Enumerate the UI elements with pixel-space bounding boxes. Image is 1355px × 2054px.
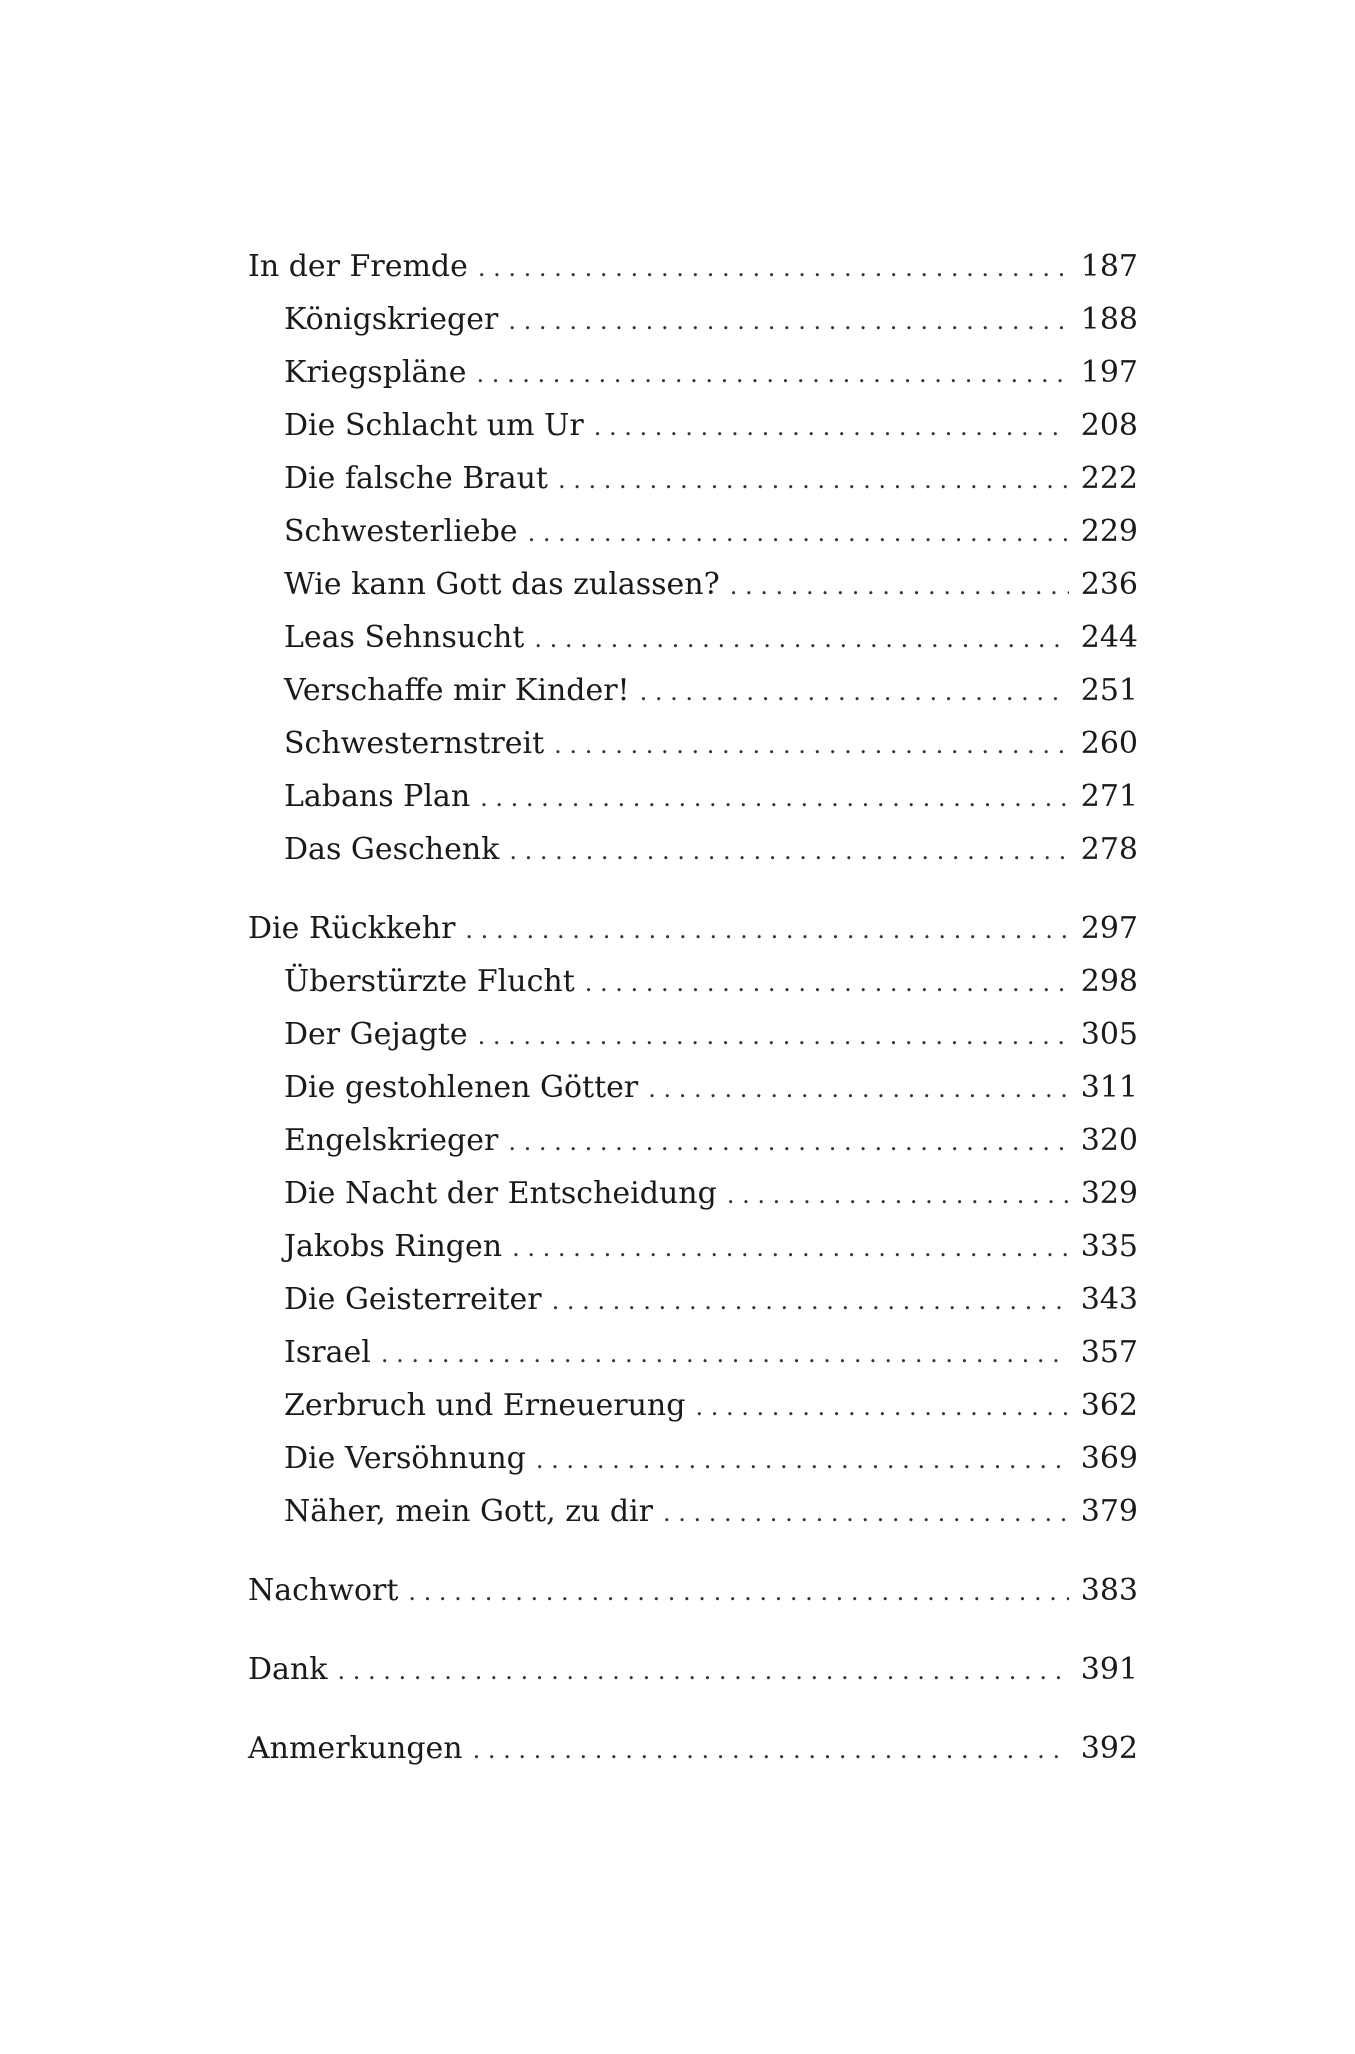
table-of-contents xyxy=(248,240,1138,1801)
toc-entry-page: 379 xyxy=(1080,1494,1138,1529)
toc-entry-title: Schwesterliebe xyxy=(284,514,518,549)
toc-entry-sub xyxy=(248,770,1138,823)
toc-entry-page: 208 xyxy=(1080,408,1138,443)
toc-section xyxy=(248,902,1138,1538)
leader-dots xyxy=(585,957,1069,1010)
leader-dots xyxy=(480,772,1069,825)
toc-entry-title: Dank xyxy=(248,1652,328,1687)
toc-entry-page: 383 xyxy=(1080,1573,1138,1608)
toc-entry-sub xyxy=(248,1008,1138,1061)
toc-entry-sub xyxy=(248,717,1138,770)
toc-entry-title: Überstürzte Flucht xyxy=(284,964,575,999)
toc-entry-main xyxy=(248,1643,1138,1696)
toc-entry-title: Die falsche Braut xyxy=(284,461,548,496)
toc-entry-sub xyxy=(248,505,1138,558)
toc-entry-title: Das Geschenk xyxy=(284,832,500,867)
toc-entry-sub xyxy=(248,664,1138,717)
toc-entry-title: Königskrieger xyxy=(284,302,499,337)
toc-entry-sub xyxy=(248,558,1138,611)
toc-entry-page: 297 xyxy=(1080,911,1138,946)
leader-dots xyxy=(508,295,1068,348)
leader-dots xyxy=(508,1116,1068,1169)
toc-entry-page: 298 xyxy=(1080,964,1138,999)
toc-section xyxy=(248,1722,1138,1775)
toc-entry-page: 244 xyxy=(1080,620,1138,655)
toc-entry-page: 357 xyxy=(1080,1335,1138,1370)
toc-entry-sub xyxy=(248,1432,1138,1485)
toc-entry-sub xyxy=(248,293,1138,346)
toc-entry-title: Wie kann Gott das zulassen? xyxy=(284,567,720,602)
leader-dots xyxy=(408,1566,1068,1619)
toc-entry-sub xyxy=(248,823,1138,876)
toc-entry-page: 251 xyxy=(1080,673,1138,708)
toc-entry-title: Die gestohlenen Götter xyxy=(284,1070,639,1105)
toc-entry-title: Leas Sehnsucht xyxy=(284,620,525,655)
toc-entry-page: 343 xyxy=(1080,1282,1138,1317)
toc-entry-sub xyxy=(248,1326,1138,1379)
leader-dots xyxy=(554,719,1069,772)
toc-entry-page: 362 xyxy=(1080,1388,1138,1423)
toc-entry-page: 222 xyxy=(1080,461,1138,496)
toc-entry-title: Die Geisterreiter xyxy=(284,1282,542,1317)
toc-entry-main xyxy=(248,1564,1138,1617)
toc-entry-title: Die Nacht der Entscheidung xyxy=(284,1176,717,1211)
leader-dots xyxy=(695,1381,1068,1434)
toc-entry-page: 187 xyxy=(1080,249,1138,284)
toc-entry-title: In der Fremde xyxy=(248,249,468,284)
leader-dots xyxy=(528,507,1069,560)
leader-dots xyxy=(478,242,1069,295)
toc-entry-sub xyxy=(248,1167,1138,1220)
toc-entry-page: 320 xyxy=(1080,1123,1138,1158)
toc-entry-sub xyxy=(248,1220,1138,1273)
toc-entry-page: 311 xyxy=(1080,1070,1138,1105)
toc-entry-title: Der Gejagte xyxy=(284,1017,468,1052)
toc-entry-page: 236 xyxy=(1080,567,1138,602)
toc-entry-title: Nachwort xyxy=(248,1573,399,1608)
leader-dots xyxy=(476,348,1068,401)
toc-section xyxy=(248,1564,1138,1617)
toc-entry-sub xyxy=(248,1379,1138,1432)
leader-dots xyxy=(558,454,1069,507)
leader-dots xyxy=(381,1328,1069,1381)
toc-entry-sub xyxy=(248,955,1138,1008)
toc-entry-title: Schwesternstreit xyxy=(284,726,545,761)
toc-entry-main xyxy=(248,240,1138,293)
toc-entry-title: Die Schlacht um Ur xyxy=(284,408,584,443)
toc-entry-title: Labans Plan xyxy=(284,779,471,814)
leader-dots xyxy=(536,1434,1069,1487)
toc-entry-page: 392 xyxy=(1080,1731,1138,1766)
toc-entry-title: Zerbruch und Erneuerung xyxy=(284,1388,686,1423)
toc-entry-main xyxy=(248,902,1138,955)
leader-dots xyxy=(337,1645,1068,1698)
toc-entry-sub xyxy=(248,346,1138,399)
toc-section xyxy=(248,1643,1138,1696)
toc-entry-sub xyxy=(248,399,1138,452)
leader-dots xyxy=(534,613,1068,666)
toc-entry-sub xyxy=(248,611,1138,664)
leader-dots xyxy=(648,1063,1068,1116)
toc-entry-main xyxy=(248,1722,1138,1775)
leader-dots xyxy=(640,666,1069,719)
leader-dots xyxy=(594,401,1069,454)
toc-entry-page: 391 xyxy=(1080,1652,1138,1687)
toc-entry-title: Kriegspläne xyxy=(284,355,467,390)
toc-entry-page: 305 xyxy=(1080,1017,1138,1052)
toc-entry-page: 335 xyxy=(1080,1229,1138,1264)
toc-entry-page: 260 xyxy=(1080,726,1138,761)
toc-entry-title: Engelskrieger xyxy=(284,1123,499,1158)
leader-dots xyxy=(478,1010,1069,1063)
toc-entry-page: 197 xyxy=(1080,355,1138,390)
toc-entry-title: Jakobs Ringen xyxy=(284,1229,503,1264)
toc-entry-title: Anmerkungen xyxy=(248,1731,463,1766)
toc-entry-title: Israel xyxy=(284,1335,371,1370)
leader-dots xyxy=(552,1275,1069,1328)
toc-entry-title: Näher, mein Gott, zu dir xyxy=(284,1494,653,1529)
leader-dots xyxy=(473,1724,1069,1777)
toc-entry-sub xyxy=(248,452,1138,505)
toc-entry-page: 278 xyxy=(1080,832,1138,867)
toc-entry-title: Die Rückkehr xyxy=(248,911,456,946)
leader-dots xyxy=(509,825,1068,878)
toc-entry-page: 188 xyxy=(1080,302,1138,337)
leader-dots xyxy=(727,1169,1069,1222)
leader-dots xyxy=(730,560,1069,613)
toc-entry-sub xyxy=(248,1114,1138,1167)
toc-entry-title: Die Versöhnung xyxy=(284,1441,526,1476)
toc-entry-sub xyxy=(248,1485,1138,1538)
toc-entry-page: 271 xyxy=(1080,779,1138,814)
leader-dots xyxy=(465,904,1068,957)
toc-entry-sub xyxy=(248,1061,1138,1114)
toc-entry-sub xyxy=(248,1273,1138,1326)
leader-dots xyxy=(663,1487,1069,1540)
toc-entry-page: 329 xyxy=(1080,1176,1138,1211)
toc-entry-page: 369 xyxy=(1080,1441,1138,1476)
toc-entry-page: 229 xyxy=(1080,514,1138,549)
leader-dots xyxy=(512,1222,1069,1275)
toc-section xyxy=(248,240,1138,876)
toc-entry-title: Verschaffe mir Kinder! xyxy=(284,673,630,708)
